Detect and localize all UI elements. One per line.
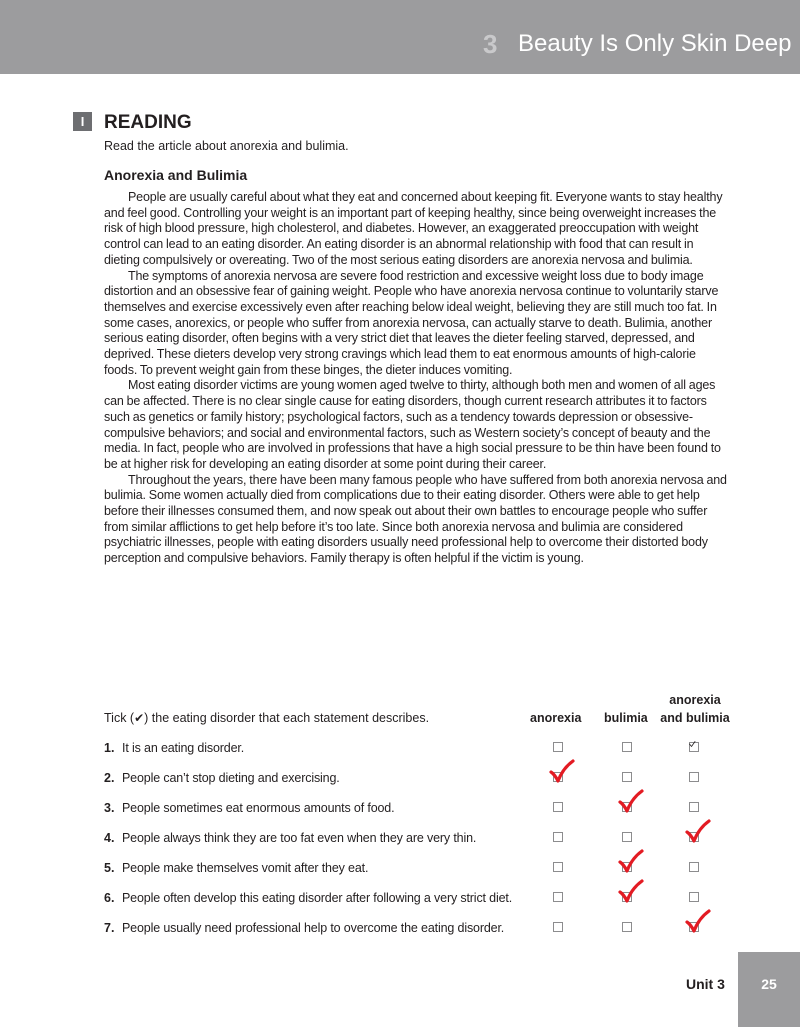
section-title: READING bbox=[104, 112, 192, 133]
checkbox-both[interactable] bbox=[689, 772, 699, 782]
column-header-bulimia: bulimia bbox=[604, 711, 648, 725]
item-number: 2. bbox=[104, 771, 115, 785]
checkbox-anorexia[interactable] bbox=[553, 862, 563, 872]
exercise-item bbox=[104, 829, 744, 849]
article-title: Anorexia and Bulimia bbox=[104, 167, 248, 183]
checkmark-icon bbox=[685, 909, 711, 933]
checkmark-icon bbox=[685, 819, 711, 843]
article-paragraph: Most eating disorder victims are young women aged twelve to thirty, although both men and women of all ages can be affected. There is no clear single cause for eating disorders, though current research attributes it to factors such as genetics or family history; psychological factors, such as a tendency towards depression or obsessive-compulsive behaviors; and social and environmental factors, such as Western society’s concept of beauty and the media. In fact, people who are involved in professions that have a high social pressure to be thin have been found to be at higher risk for developing an eating disorder at some point during their career. bbox=[104, 378, 721, 471]
instruction-text-end: ) the eating disorder that each statement describes. bbox=[144, 711, 430, 725]
column-header-both-line2: and bulimia bbox=[660, 711, 730, 725]
item-statement: It is an eating disorder. bbox=[122, 741, 245, 755]
item-number: 7. bbox=[104, 921, 115, 935]
checkbox-bulimia[interactable] bbox=[622, 832, 632, 842]
item-number: 4. bbox=[104, 831, 115, 845]
checkmark-icon bbox=[618, 879, 644, 903]
exercise-item bbox=[104, 859, 744, 879]
item-statement: People can’t stop dieting and exercising. bbox=[122, 771, 340, 785]
footer-unit-label: Unit 3 bbox=[686, 976, 725, 992]
item-statement: People usually need professional help to overcome the eating disorder. bbox=[122, 921, 505, 935]
checkbox-bulimia[interactable] bbox=[622, 772, 632, 782]
checkmark-icon bbox=[688, 741, 714, 765]
page-number: 25 bbox=[738, 952, 800, 1027]
checkbox-bulimia[interactable] bbox=[622, 742, 632, 752]
instruction-text-start: Tick ( bbox=[104, 711, 135, 725]
item-statement: People often develop this eating disorder after following a very strict diet. bbox=[122, 891, 513, 905]
article-paragraph: People are usually careful about what they eat and concerned about keeping fit. Everyone wants to stay healthy and feel good. Controlling your weight is an important part of keeping healthy, since being overweight increases the risk of high blood pressure, high cholesterol, and diabetes. However, an exaggerated preoccupation with weight control can lead to an eating disorder. An eating disorder is an abnormal relationship with food that can result in dieting compulsively or overeating. Two of the most serious eating disorders are anorexia nervosa and bulimia. bbox=[104, 190, 723, 267]
item-number: 3. bbox=[104, 801, 115, 815]
article-paragraph: Throughout the years, there have been many famous people who have suffered from both anorexia nervosa and bulimia. Some women actually died from complications due to their eating disorder. Others were able to get help before their illnesses consumed them, and now speak out about their own battles to encourage people who suffer from similar afflictions to get help before it’s too late. Since both anorexia nervosa and bulimia are considered psychiatric illnesses, people with eating disorders usually need professional help to overcome their distorted body perception and compulsive behaviors. Family therapy is often helpful if the victim is young. bbox=[104, 472, 727, 566]
exercise-instruction bbox=[104, 710, 429, 727]
article-body bbox=[104, 190, 729, 567]
section-badge: I bbox=[73, 112, 92, 131]
exercise-item bbox=[104, 799, 744, 819]
exercise-item bbox=[104, 769, 744, 789]
checkbox-anorexia[interactable] bbox=[553, 802, 563, 812]
checkbox-both[interactable] bbox=[689, 802, 699, 812]
item-number: 5. bbox=[104, 861, 115, 875]
tick-icon: ✔ bbox=[134, 711, 145, 725]
checkbox-both[interactable] bbox=[689, 862, 699, 872]
exercise-item bbox=[104, 739, 744, 759]
item-statement: People sometimes eat enormous amounts of food. bbox=[122, 801, 395, 815]
column-header-anorexia: anorexia bbox=[530, 711, 582, 725]
checkbox-bulimia[interactable] bbox=[622, 922, 632, 932]
item-number: 6. bbox=[104, 891, 115, 905]
column-header-both-line1: anorexia bbox=[669, 693, 721, 707]
item-statement: People always think they are too fat even when they are very thin. bbox=[122, 831, 477, 845]
checkbox-anorexia[interactable] bbox=[553, 832, 563, 842]
reading-instruction: Read the article about anorexia and bulimia. bbox=[104, 139, 349, 153]
item-number: 1. bbox=[104, 741, 115, 755]
checkmark-icon bbox=[618, 849, 644, 873]
checkmark-icon bbox=[618, 789, 644, 813]
checkbox-anorexia[interactable] bbox=[553, 892, 563, 902]
item-statement: People make themselves vomit after they eat. bbox=[122, 861, 369, 875]
checkbox-anorexia[interactable] bbox=[553, 742, 563, 752]
exercise-item bbox=[104, 889, 744, 909]
checkbox-anorexia[interactable] bbox=[553, 922, 563, 932]
unit-number: 3 bbox=[483, 29, 498, 59]
checkbox-both[interactable] bbox=[689, 892, 699, 902]
unit-title: Beauty Is Only Skin Deep bbox=[518, 30, 792, 57]
exercise-item bbox=[104, 919, 744, 939]
article-paragraph: The symptoms of anorexia nervosa are severe food restriction and excessive weight loss due to body image distortion and an obsessive fear of gaining weight. People who have anorexia nervosa continue to voluntarily starve themselves and exercise excessively even after reaching below ideal weight, believing they are still much too fat. In some cases, anorexics, or people who suffer from anorexia nervosa, can actually starve to death. Bulimia, another serious eating disorder, often begins with a very strict diet that leaves the dieter feeling starved, depressed, and deprived. These dieters develop very strong cravings which lead them to eat enormous amounts of high-calorie foods. To prevent weight gain from these binges, the dieter induces vomiting. bbox=[104, 268, 719, 377]
checkmark-icon bbox=[549, 759, 575, 783]
